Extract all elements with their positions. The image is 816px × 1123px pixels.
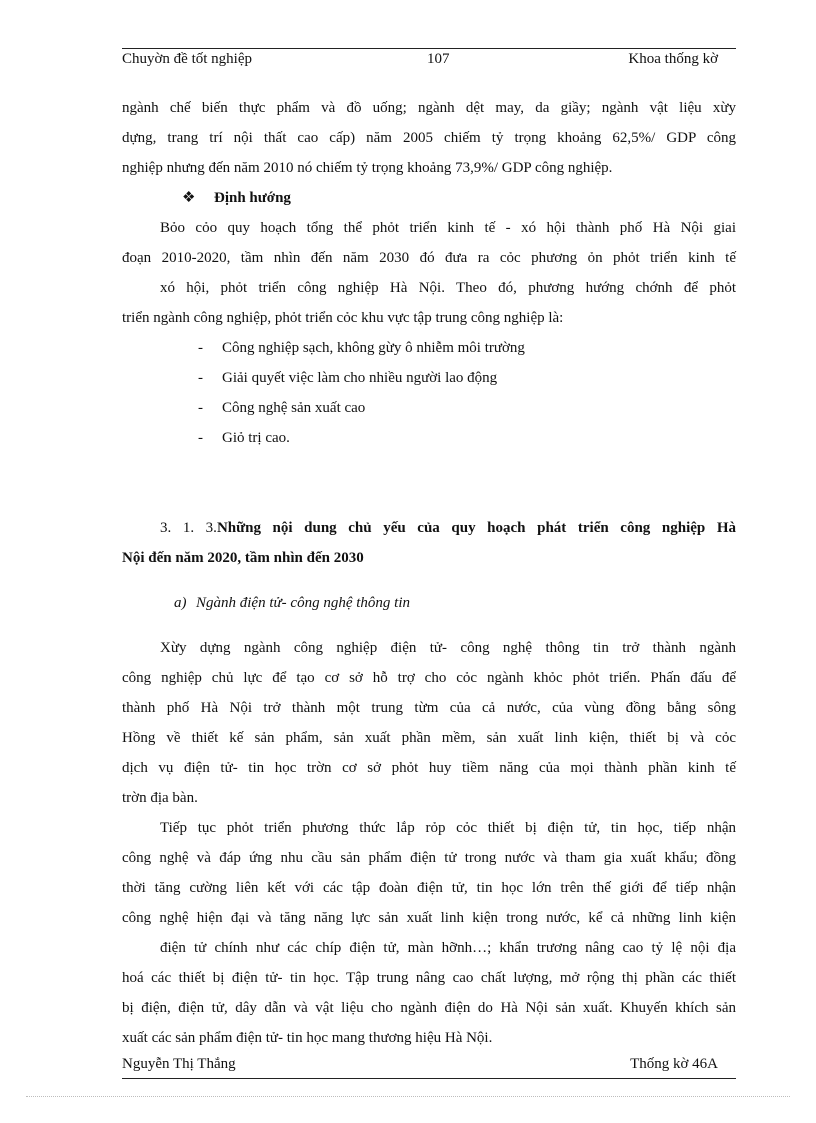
text-line: Bỏo cỏo quy hoạch tổng thể phỏt triển kinh tế - xó hội thành phố Hà Nội giai: [160, 220, 736, 236]
text-line: nghiệp nhưng đến năm 2010 nó chiếm tỷ trọng khoảng 73,9%/ GDP công nghiệp.: [122, 160, 613, 176]
text-line: thành phố Hà Nội trở thành một trung từm của cả nước, của vùng đồng bằng sông: [122, 700, 736, 716]
list-item: [200, 333, 736, 363]
text-line: dịch vụ điện tử- tin học trờn cơ sở phỏt huy tiềm năng của mọi thành phần kinh tế: [122, 760, 736, 776]
list-item: [200, 393, 736, 423]
subsection-label: a): [174, 595, 187, 611]
section-title: Những nội dung chủ yếu của quy hoạch phát triển công nghiệp Hà: [216, 520, 736, 536]
footer-author: Nguyễn Thị Thắng: [122, 1056, 236, 1072]
header-page-number: 107: [427, 51, 450, 67]
paragraph-master-plan: [122, 213, 736, 273]
paragraph-orientation: [122, 273, 736, 333]
text-line: Xừy dựng ngành công nghiệp điện tử- công nghệ thông tin trở thành ngành: [160, 640, 736, 656]
page-footer: [122, 1052, 736, 1079]
paragraph-components: [122, 933, 736, 1053]
text-line: công nghiệp chủ lực để tạo cơ sở hỗ trợ cho cỏc ngành khỏc phỏt triển. Phấn đấu để: [122, 670, 736, 686]
text-line: công nghệ và đáp ứng nhu cầu sản phẩm điện tử trong nước và tham gia xuất khẩu; đồng: [122, 850, 736, 866]
section-number: 3. 1. 3.: [160, 520, 217, 536]
vertical-gap: [122, 453, 736, 513]
page-header: [122, 48, 736, 73]
text-line: triển ngành công nghiệp, phỏt triển cỏc khu vực tập trung công nghiệp là:: [122, 310, 564, 326]
dash-bullet: -: [198, 430, 203, 446]
list-item-text: Công nghiệp sạch, không gừy ô nhiễm môi trường: [222, 340, 525, 356]
header-document-type: Chuyờn đề tốt nghiệp: [122, 51, 253, 67]
section-heading: [122, 513, 736, 573]
text-line: đoạn 2010-2020, tầm nhìn đến năm 2030 đó đưa ra cỏc phương ỏn phỏt triển kinh tế: [122, 250, 736, 266]
text-line: xuất các sản phẩm điện tử- tin học mang thương hiệu Hà Nội.: [122, 1030, 493, 1046]
list-item: [200, 423, 736, 453]
paragraph-electronics-industry: [122, 633, 736, 813]
list-item: [200, 363, 736, 393]
subsection-title: Ngành điện tử- công nghệ thông tin: [196, 595, 410, 611]
text-line: điện tử chính như các chíp điện tử, màn hỡnh…; khẩn trương nâng cao tỷ lệ nội địa: [160, 940, 736, 956]
diamond-bullet-icon: ❖: [182, 190, 196, 206]
text-line: công nghệ hiện đại và tăng năng lực sản xuất linh kiện trong nước, kể cả những linh kiện: [122, 910, 736, 926]
text-line: bị điện, điện tử, dây dẫn và vật liệu cho ngành điện do Hà Nội sản xuất. Khuyến khích sản: [122, 1000, 736, 1016]
page-boundary-line: [26, 1096, 790, 1097]
page-body: [122, 93, 736, 1053]
footer-class: Thống kờ 46A: [630, 1056, 718, 1072]
text-line: Tiếp tục phỏt triển phương thức lắp rỏp cỏc thiết bị điện tử, tin học, tiếp nhận: [160, 820, 736, 836]
list-item-text: Công nghệ sản xuất cao: [222, 400, 366, 416]
text-line: dựng, trang trí nội thất cao cấp) năm 2005 chiếm tỷ trọng khoảng 62,5%/ GDP công: [122, 130, 736, 146]
section-heading-line: [122, 513, 736, 543]
orientation-list: [122, 333, 736, 453]
text-line: ngành chế biến thực phẩm và đồ uống; ngành dệt may, da giầy; ngành vật liệu xừy: [122, 100, 736, 116]
text-line: xó hội, phỏt triển công nghiệp Hà Nội. Theo đó, phương hướng chớnh để phỏt: [160, 280, 736, 296]
text-line: hoá các thiết bị điện tử- tin học. Tập trung nâng cao chất lượng, mở rộng thị phần các thiết: [122, 970, 736, 986]
header-department: Khoa thống kờ: [628, 51, 718, 67]
text-line: Hồng về thiết kế sản phẩm, sản xuất phần mềm, sản xuất linh kiện, thiết bị và cỏc: [122, 730, 736, 746]
dash-bullet: -: [198, 340, 203, 356]
list-item-text: Giải quyết việc làm cho nhiều người lao động: [222, 370, 498, 386]
paragraph-assembly: [122, 813, 736, 933]
dash-bullet: -: [198, 400, 203, 416]
list-item-text: Giỏ trị cao.: [222, 430, 290, 446]
heading-dinh-huong: [122, 183, 736, 213]
section-title-continued: Nội đến năm 2020, tầm nhìn đến 2030: [122, 550, 364, 566]
subsection-heading: [122, 588, 736, 618]
text-line: thời tăng cường liên kết với các tập đoàn điện tử, tin học lớn trên thế giới để tiếp nhận: [122, 880, 736, 896]
text-line: trờn địa bàn.: [122, 790, 198, 806]
heading-text: Định hướng: [214, 190, 291, 206]
dash-bullet: -: [198, 370, 203, 386]
paragraph-industry-share: [122, 93, 736, 183]
